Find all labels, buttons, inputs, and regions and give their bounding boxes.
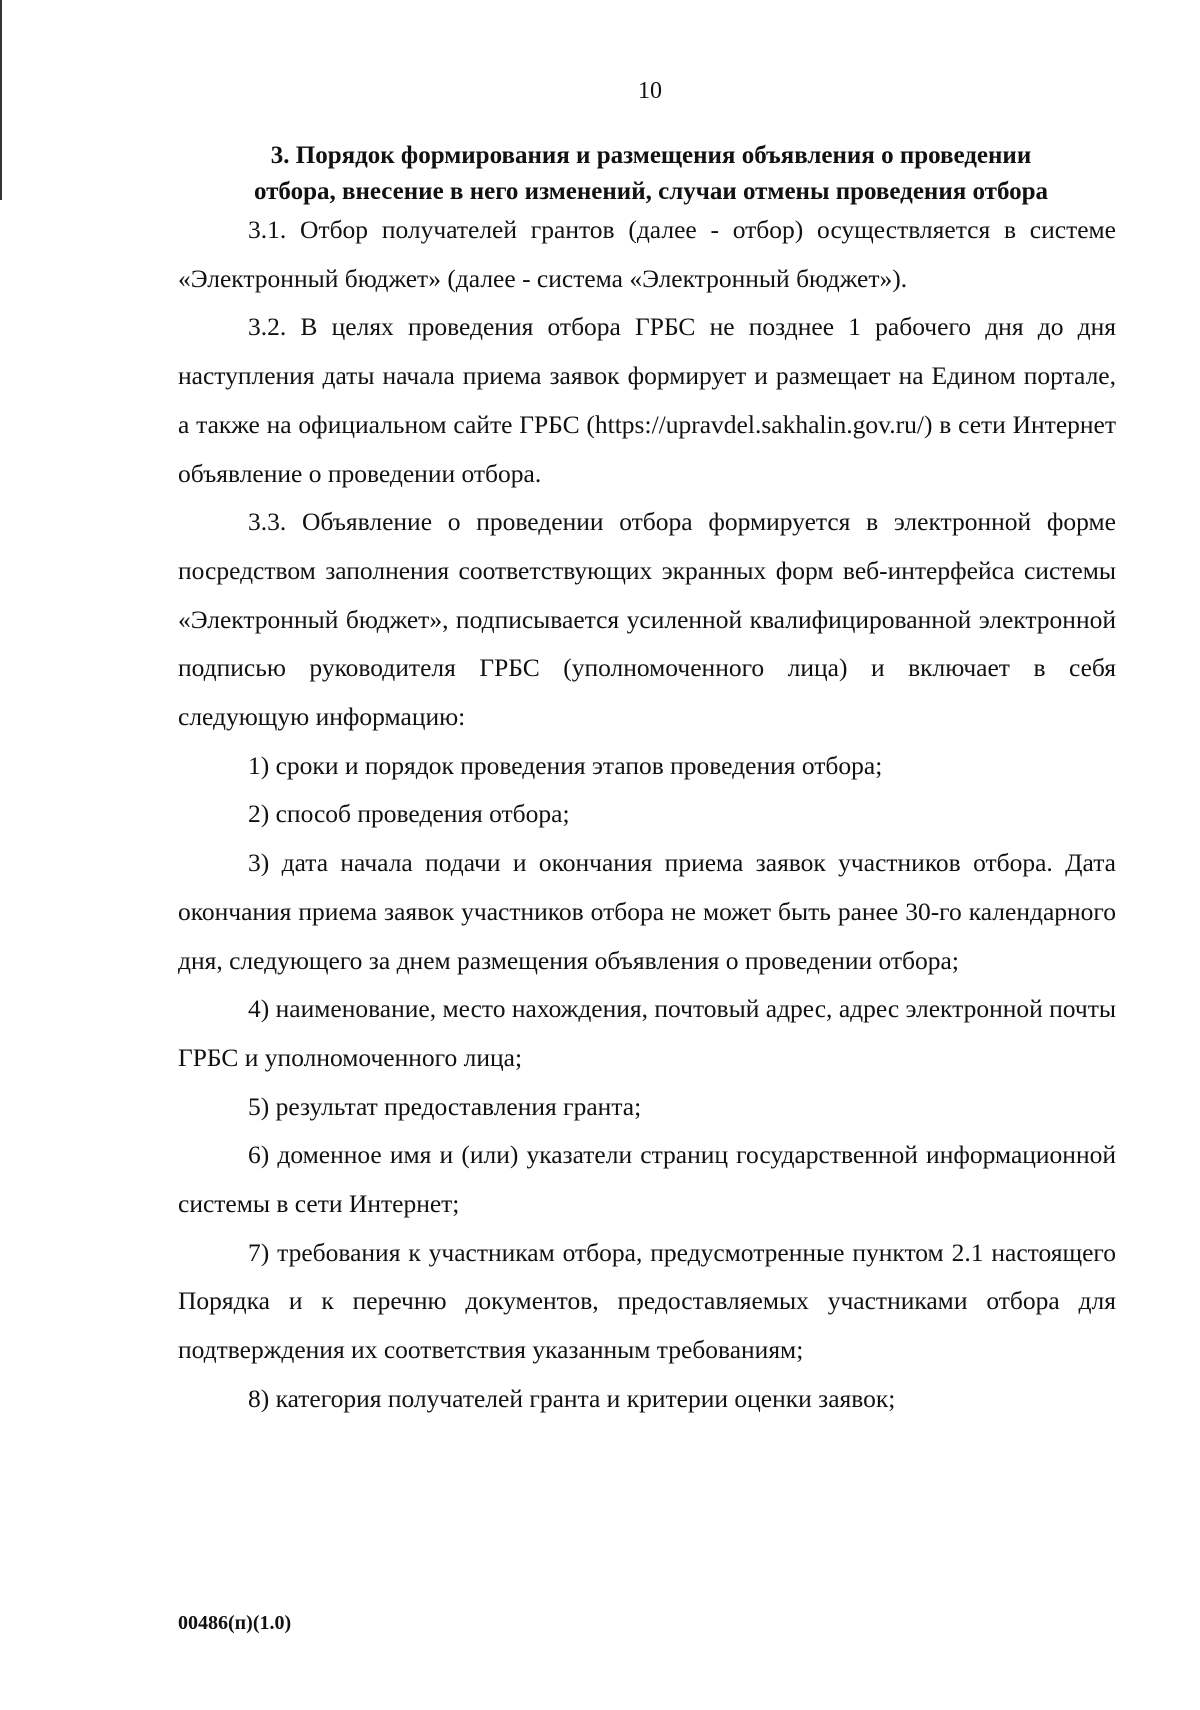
list-item-2: 2) способ проведения отбора;	[248, 799, 570, 829]
list-item-6: 6) доменное имя и (или) указатели страниц государственной информационной системы в сети Интернет;	[178, 1140, 1116, 1219]
paragraph-3-3: 3.3. Объявление о проведении отбора формируется в электронной форме посредством заполнения соответствующих экранных форм веб-интерфейса системы «Электронный бюджет», подписывается усиленной квалифицированной электронной подписью руководителя ГРБС (уполномоченного лица) и включает в себя следующую информацию:	[178, 507, 1116, 732]
body-text	[178, 206, 1116, 1424]
document-code: 00486(п)(1.0)	[178, 1612, 292, 1634]
paragraph-3-2: 3.2. В целях проведения отбора ГРБС не позднее 1 рабочего дня до дня наступления даты начала приема заявок формирует и размещает на Едином портале, а также на официальном сайте ГРБС (https://upravdel.sakhalin.gov.ru/) в сети Интернет объявление о проведении отбора.	[178, 312, 1116, 488]
list-item-1: 1) сроки и порядок проведения этапов проведения отбора;	[248, 750, 883, 780]
list-item-5: 5) результат предоставления гранта;	[248, 1091, 642, 1121]
section-title-line-1: 3. Порядок формирования и размещения объявления о проведении	[270, 142, 1032, 169]
list-item-4: 4) наименование, место нахождения, почтовый адрес, адрес электронной почты ГРБС и уполномоченного лица;	[178, 994, 1116, 1072]
list-item-7: 7) требования к участникам отбора, предусмотренные пунктом 2.1 настоящего Порядка и к перечню документов, предоставляемых участниками отбора для подтверждения их соответствия указанным требованиям;	[178, 1237, 1116, 1365]
page-number: 10	[638, 78, 662, 104]
list-item-3: 3) дата начала подачи и окончания приема заявок участников отбора. Дата окончания приема заявок участников отбора не может быть ранее 30-го календарного дня, следующего за днем размещения объявления о проведении отбора;	[178, 848, 1116, 975]
section-title-line-2: отбора, внесение в него изменений, случаи отмены проведения отбора	[253, 178, 1049, 205]
section-title	[178, 138, 1124, 210]
paragraph-3-1: 3.1. Отбор получателей грантов (далее - отбор) осуществляется в системе «Электронный бюджет» (далее - система «Электронный бюджет»).	[178, 215, 1116, 293]
list-item-8: 8) категория получателей гранта и критерии оценки заявок;	[248, 1383, 896, 1413]
